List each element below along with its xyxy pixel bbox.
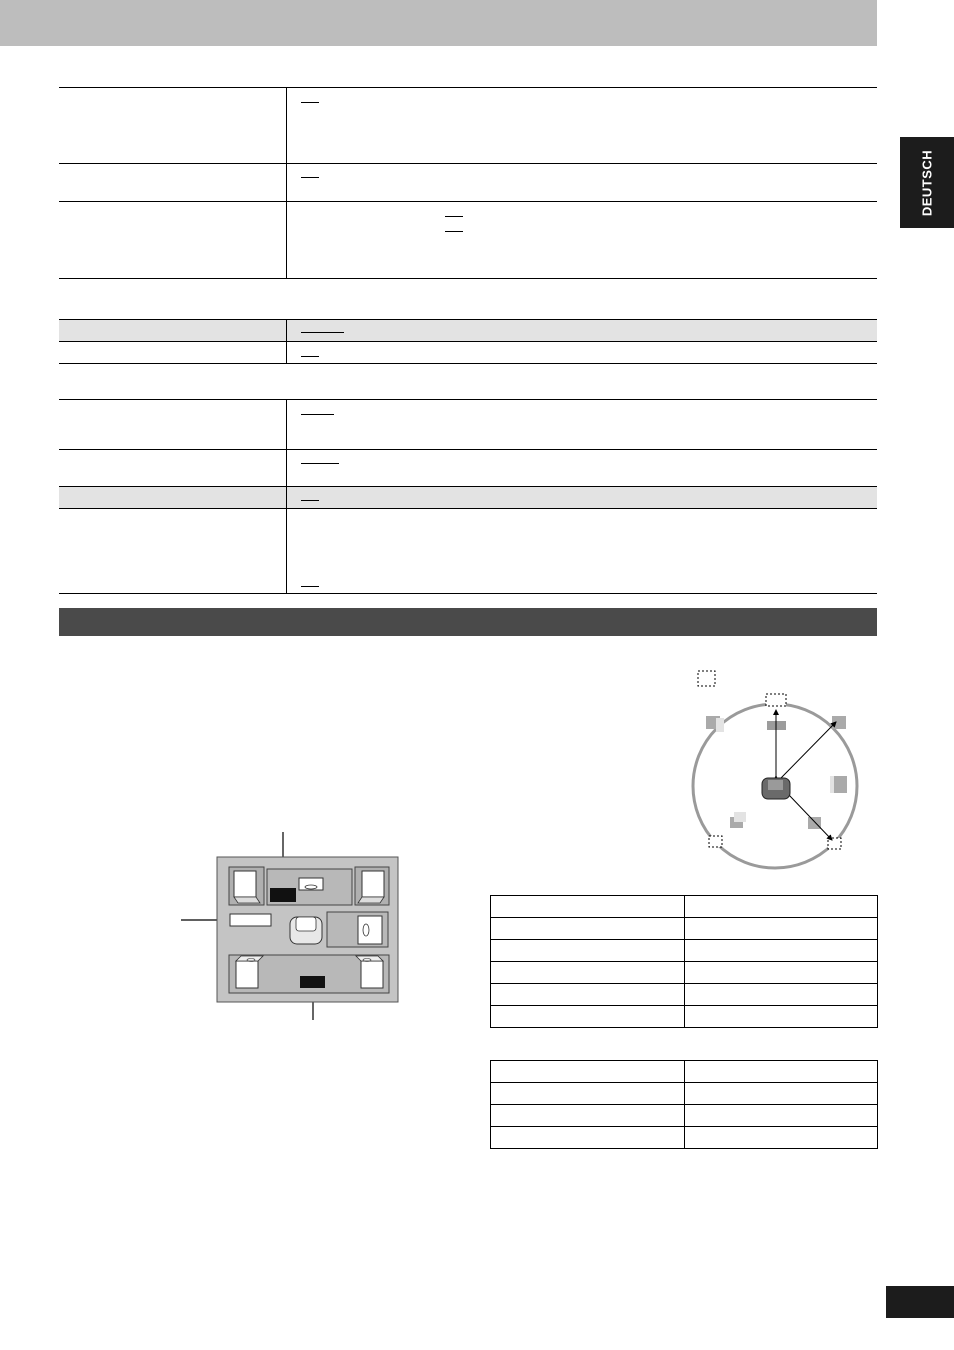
legend-dashed-box xyxy=(698,671,715,686)
listener-seat-icon xyxy=(762,778,790,799)
table-row xyxy=(491,1061,878,1083)
ideal-position-bottom-right xyxy=(828,838,841,849)
distance-arrow-surround-right xyxy=(789,795,832,840)
table-row xyxy=(491,1006,878,1028)
page-number-box xyxy=(886,1286,954,1318)
table-row xyxy=(491,940,878,962)
ideal-position-top xyxy=(766,694,786,706)
distance-table-1 xyxy=(490,895,878,1028)
table-row xyxy=(491,1105,878,1127)
front-right-speaker-marker xyxy=(832,716,846,729)
language-side-tab-label: DEUTSCH xyxy=(919,149,935,216)
table-row xyxy=(491,1127,878,1149)
table-row xyxy=(491,984,878,1006)
distance-arrow-front-right xyxy=(781,722,836,778)
subwoofer-marker xyxy=(832,776,847,793)
ideal-position-bottom-left xyxy=(709,836,722,847)
table-row xyxy=(491,962,878,984)
distance-table-2 xyxy=(490,1060,878,1149)
table-row xyxy=(491,1083,878,1105)
table-row xyxy=(491,918,878,940)
surround-right-marker xyxy=(808,817,821,829)
table-row xyxy=(491,896,878,918)
